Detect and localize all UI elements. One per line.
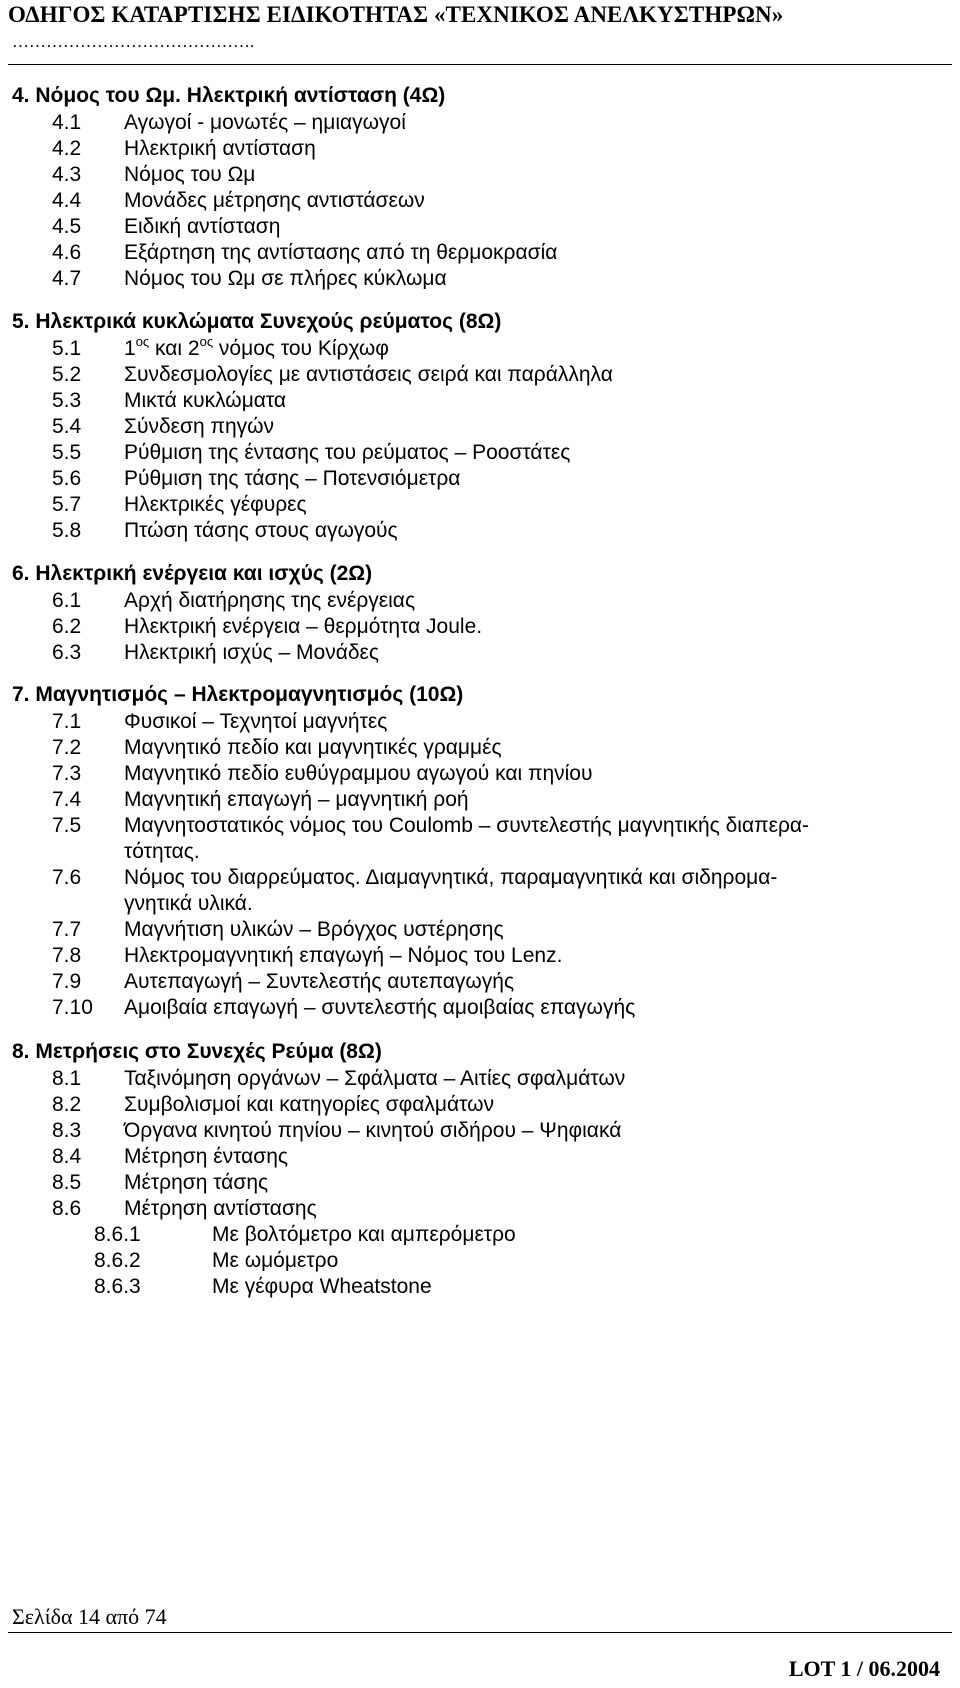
item-number: 8.6 bbox=[52, 1197, 82, 1220]
item-text: Όργανα κινητού πηνίου – κινητού σιδήρου – Ψηφιακά bbox=[124, 1119, 622, 1142]
item-number: 4.7 bbox=[52, 267, 82, 290]
item-text: Με γέφυρα Wheatstone bbox=[212, 1275, 432, 1298]
item-text: Μέτρηση έντασης bbox=[124, 1145, 289, 1168]
item-text: Πτώση τάσης στους αγωγούς bbox=[124, 519, 398, 542]
item-text: Μικτά κυκλώματα bbox=[124, 389, 287, 412]
item-text: Νόμος του διαρρεύματος. Διαμαγνητικά, παραμαγνητικά και σιδηρομα- bbox=[124, 866, 778, 889]
item-text-continuation: γνητικά υλικά. bbox=[124, 892, 253, 915]
item-text: Αγωγοί - μονωτές – ημιαγωγοί bbox=[124, 111, 406, 134]
item-text: Σύνδεση πηγών bbox=[124, 415, 275, 438]
item-text: Μαγνητικό πεδίο και μαγνητικές γραμμές bbox=[124, 736, 502, 759]
page-number: Σελίδα 14 από 74 bbox=[12, 1604, 167, 1629]
item-text: Μέτρηση τάσης bbox=[124, 1171, 269, 1194]
lot-label: LOT 1 / 06.2004 bbox=[788, 1656, 940, 1681]
section-heading-8: 8. Μετρήσεις στο Συνεχές Ρεύμα (8Ω) bbox=[12, 1040, 382, 1063]
item-text: Αυτεπαγωγή – Συντελεστής αυτεπαγωγής bbox=[124, 970, 515, 993]
item-number: 8.4 bbox=[52, 1145, 82, 1168]
item-text: Μαγνητικό πεδίο ευθύγραμμου αγωγού και πηνίου bbox=[124, 762, 593, 785]
item-number: 4.1 bbox=[52, 111, 82, 134]
item-number: 8.6.1 bbox=[94, 1223, 141, 1246]
item-number: 4.3 bbox=[52, 163, 82, 186]
item-text: Ηλεκτρική αντίσταση bbox=[124, 137, 316, 160]
item-text: Εξάρτηση της αντίστασης από τη θερμοκρασία bbox=[124, 241, 558, 264]
item-number: 7.9 bbox=[52, 970, 82, 993]
item-text: Συνδεσμολογίες με αντιστάσεις σειρά και παράλληλα bbox=[124, 363, 613, 386]
item-number: 7.10 bbox=[52, 996, 93, 1019]
section-heading-6: 6. Ηλεκτρική ενέργεια και ισχύς (2Ω) bbox=[12, 562, 373, 585]
item-text: Μαγνήτιση υλικών – Βρόγχος υστέρησης bbox=[124, 918, 504, 941]
item-number: 6.2 bbox=[52, 615, 82, 638]
item-text: Ηλεκτρική ισχύς – Μονάδες bbox=[124, 641, 380, 664]
header-divider bbox=[8, 64, 952, 65]
item-number: 6.3 bbox=[52, 641, 82, 664]
item-text: Αρχή διατήρησης της ενέργειας bbox=[124, 589, 416, 612]
item-text: Ρύθμιση της τάσης – Ποτενσιόμετρα bbox=[124, 467, 461, 490]
item-number: 5.7 bbox=[52, 493, 82, 516]
item-text: Με ωμόμετρο bbox=[212, 1249, 339, 1272]
item-text: Ηλεκτρικές γέφυρες bbox=[124, 493, 307, 516]
item-number: 7.7 bbox=[52, 918, 82, 941]
item-number: 5.2 bbox=[52, 363, 82, 386]
item-number: 5.3 bbox=[52, 389, 82, 412]
header-dots: ……………………………………. bbox=[12, 32, 255, 51]
item-number: 8.6.3 bbox=[94, 1275, 141, 1298]
item-number: 8.3 bbox=[52, 1119, 82, 1142]
item-number: 5.1 bbox=[52, 337, 82, 360]
item-number: 5.5 bbox=[52, 441, 82, 464]
item-number: 4.6 bbox=[52, 241, 82, 264]
item-text: Μέτρηση αντίστασης bbox=[124, 1197, 317, 1220]
item-number: 7.1 bbox=[52, 710, 82, 733]
item-number: 7.4 bbox=[52, 788, 82, 811]
item-number: 7.3 bbox=[52, 762, 82, 785]
item-text-continuation: τότητας. bbox=[124, 840, 200, 863]
item-number: 7.8 bbox=[52, 944, 82, 967]
item-number: 4.4 bbox=[52, 189, 82, 212]
item-text: Μονάδες μέτρησης αντιστάσεων bbox=[124, 189, 425, 212]
footer-divider bbox=[8, 1632, 952, 1633]
item-text: Με βολτόμετρο και αμπερόμετρο bbox=[212, 1223, 516, 1246]
item-number: 6.1 bbox=[52, 589, 82, 612]
item-text: Ηλεκτρομαγνητική επαγωγή – Νόμος του Lenz. bbox=[124, 944, 563, 967]
section-heading-5: 5. Ηλεκτρικά κυκλώματα Συνεχούς ρεύματος (8Ω) bbox=[12, 310, 502, 333]
item-number: 8.2 bbox=[52, 1093, 82, 1116]
item-number: 4.2 bbox=[52, 137, 82, 160]
item-number: 5.4 bbox=[52, 415, 82, 438]
item-text: Μαγνητική επαγωγή – μαγνητική ροή bbox=[124, 788, 469, 811]
item-number: 4.5 bbox=[52, 215, 82, 238]
item-number: 5.8 bbox=[52, 519, 82, 542]
item-number: 8.5 bbox=[52, 1171, 82, 1194]
item-text: Ηλεκτρική ενέργεια – θερμότητα Joule. bbox=[124, 615, 483, 638]
item-text: Νόμος του Ωμ σε πλήρες κύκλωμα bbox=[124, 267, 447, 290]
item-number: 5.6 bbox=[52, 467, 82, 490]
item-text: Συμβολισμοί και κατηγορίες σφαλμάτων bbox=[124, 1093, 495, 1116]
item-number: 8.6.2 bbox=[94, 1249, 141, 1272]
section-heading-4: 4. Νόμος του Ωμ. Ηλεκτρική αντίσταση (4Ω) bbox=[12, 84, 446, 107]
item-text: Αμοιβαία επαγωγή – συντελεστής αμοιβαίας επαγωγής bbox=[124, 996, 636, 1019]
item-text: $1^{o\varsigma}$ και $2^{o\varsigma}$ νόμος του Κίρχωφ bbox=[124, 334, 389, 360]
item-number: 7.5 bbox=[52, 814, 82, 837]
item-number: 8.1 bbox=[52, 1067, 82, 1090]
item-text: Μαγνητοστατικός νόμος του Coulomb – συντελεστής μαγνητικής διαπερα- bbox=[124, 814, 810, 837]
item-text: Ειδική αντίσταση bbox=[124, 215, 281, 238]
header-title: ΟΔΗΓΟΣ ΚΑΤΑΡΤΙΣΗΣ ΕΙΔΙΚΟΤΗΤΑΣ «ΤΕΧΝΙΚΟΣ ΑΝΕΛΚΥΣΤΗΡΩΝ» bbox=[8, 2, 784, 27]
item-text: Φυσικοί – Τεχνητοί μαγνήτες bbox=[124, 710, 388, 733]
item-text: Νόμος του Ωμ bbox=[124, 163, 256, 186]
item-number: 7.6 bbox=[52, 866, 82, 889]
item-text: Ταξινόμηση οργάνων – Σφάλματα – Αιτίες σφαλμάτων bbox=[124, 1067, 626, 1090]
item-number: 7.2 bbox=[52, 736, 82, 759]
section-heading-7: 7. Μαγνητισμός – Ηλεκτρομαγνητισμός (10Ω) bbox=[12, 683, 464, 706]
item-text: Ρύθμιση της έντασης του ρεύματος – Ροοστάτες bbox=[124, 441, 571, 464]
